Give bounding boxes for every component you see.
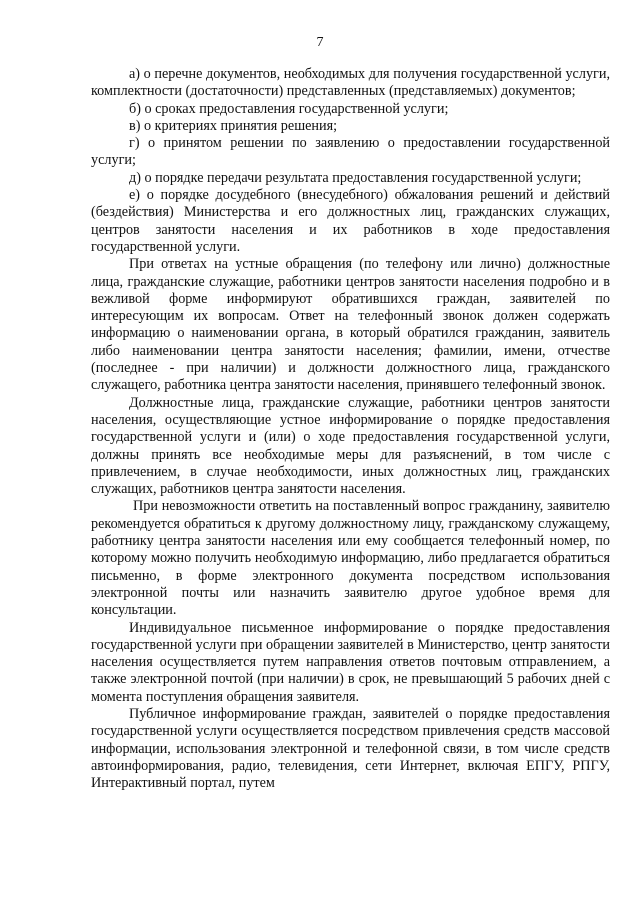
paragraph-public-informing: Публичное информирование граждан, заявителей о порядке предоставления государственной услуги осуществляется посредством привлечения средств массовой информации, использования электронной и телефонной связи, в том числе средств автоинформирования, радио, телевидения, сети Интернет, включая ЕПГУ, РПГУ, Интерактивный портал, путем <box>91 705 610 792</box>
list-item-a: а) о перечне документов, необходимых для получения государственной услуги, комплектности (достаточности) представленных (представляемых) документов; <box>91 66 610 100</box>
page-number: 7 <box>316 35 324 50</box>
list-item-d: г) о принятом решении по заявлению о предоставлении государственной услуги; <box>91 135 610 169</box>
list-item-b: б) о сроках предоставления государственной услуги; <box>129 100 449 117</box>
paragraph-unable-to-answer: При невозможности ответить на поставленный вопрос гражданину, заявителю рекомендуется обратиться к другому должностному лицу, гражданскому служащему, работнику центра занятости населения или ему сообщается телефонный номер, по которому можно получить необходимую информацию, либо предлагается обратиться письменно, в форме электронного документа посредством использования электронной почты или назначить заявителю другое удобное время для консультации. <box>91 498 610 619</box>
document-body <box>91 66 610 792</box>
paragraph-oral-inquiries: При ответах на устные обращения (по телефону или лично) должностные лица, гражданские служащие, работники центров занятости населения подробно и в вежливой форме информируют обратившихся граждан, заявителей по интересующим их вопросам. Ответ на телефонный звонок должен содержать информацию о наименовании органа, в который обратился гражданин, заявитель либо наименовании центра занятости населения; фамилии, имени, отчестве (последнее - при наличии) и должности должностного лица, гражданского служащего, работника центра занятости населения, принявшего телефонный звонок. <box>91 256 610 394</box>
list-item-f: е) о порядке досудебного (внесудебного) обжалования решений и действий (бездействия) Министерства и его должностных лиц, гражданских служащих, центров занятости населения и их работников в ходе предоставления государственной услуги. <box>91 187 610 255</box>
list-item-c: в) о критериях принятия решения; <box>129 117 338 134</box>
paragraph-written-informing: Индивидуальное письменное информирование о порядке предоставления государственной услуги при обращении заявителей в Министерство, центр занятости населения осуществляется путем направления ответов почтовым отправлением, а также электронной почтой (при наличии) в срок, не превышающий 5 рабочих дней с момента поступления обращения заявителя. <box>91 619 610 705</box>
paragraph-oral-informing: Должностные лица, гражданские служащие, работники центров занятости населения, осуществляющие устное информирование о порядке предоставления государственной услуги и (или) о ходе предоставления государственной услуги, должны принять все необходимые меры для разъяснений, в том числе с привлечением, в случае необходимости, иных должностных лиц, гражданских служащих, работников центра занятости населения. <box>91 394 610 498</box>
list-item-e: д) о порядке передачи результата предоставления государственной услуги; <box>129 169 582 186</box>
